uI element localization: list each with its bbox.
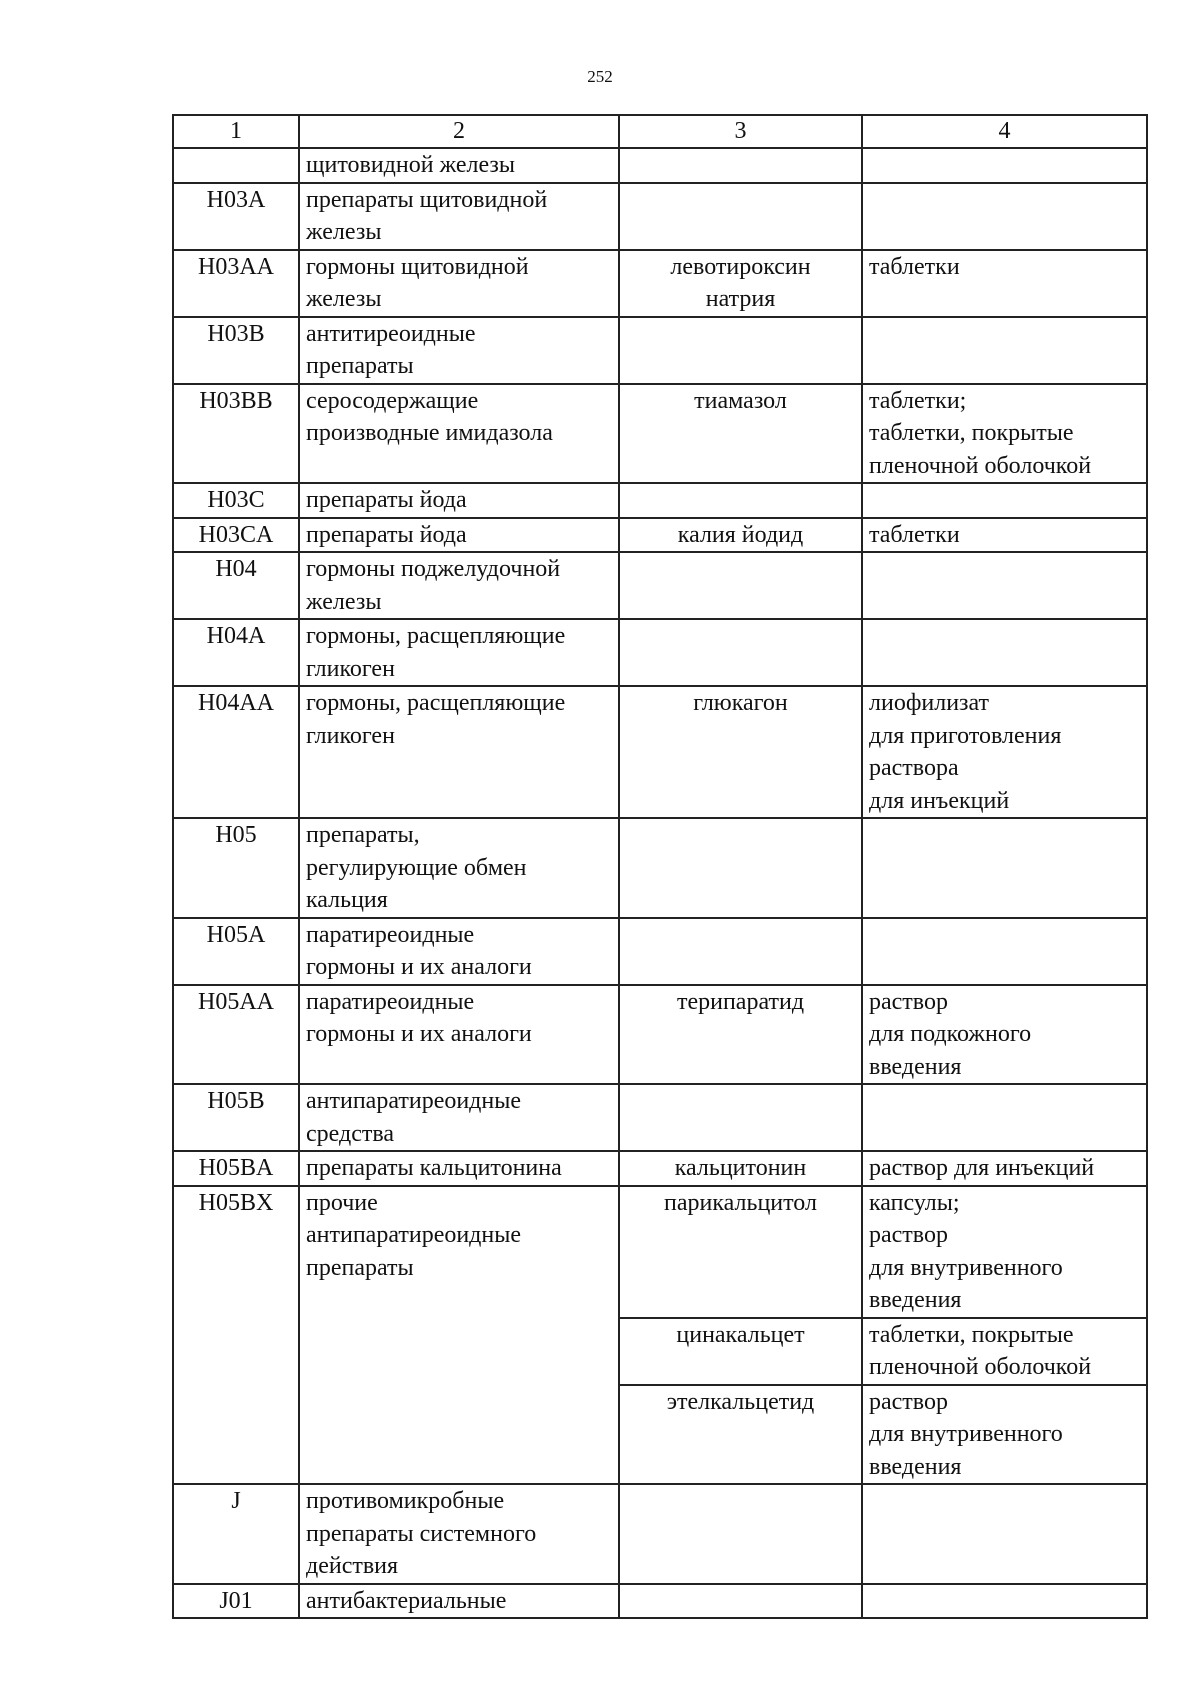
atc-code: H05AA [173,985,299,1085]
drug-table [172,114,1148,1619]
atc-code: J [173,1484,299,1584]
dosage-form: таблетки [862,250,1147,317]
table-row [173,1484,1147,1584]
dosage-form: таблетки; таблетки, покрытые пленочной оболочкой [862,384,1147,484]
group-name: антитиреоидные препараты [299,317,619,384]
drug-name [619,317,862,384]
table-row [173,818,1147,918]
group-name: антибактериальные [299,1584,619,1619]
header-row [173,115,1147,148]
header-col-2: 2 [299,115,619,148]
table-row [173,918,1147,985]
table-row [173,317,1147,384]
group-name: антипаратиреоидные средства [299,1084,619,1151]
dosage-form [862,1584,1147,1619]
atc-code: H03AA [173,250,299,317]
dosage-form [862,818,1147,918]
drug-name [619,1084,862,1151]
atc-code [173,148,299,183]
drug-name: этелкальцетид [619,1385,862,1485]
table-row [173,619,1147,686]
dosage-form [862,1484,1147,1584]
drug-name: калия йодид [619,518,862,553]
drug-name [619,1484,862,1584]
atc-code: J01 [173,1584,299,1619]
header-col-3: 3 [619,115,862,148]
header-col-4: 4 [862,115,1147,148]
drug-name [619,918,862,985]
group-name: гормоны, расщепляющие гликоген [299,686,619,818]
table-row [173,552,1147,619]
drug-name: левотироксин натрия [619,250,862,317]
dosage-form: таблетки [862,518,1147,553]
dosage-form [862,552,1147,619]
group-name: прочие антипаратиреоидные препараты [299,1186,619,1485]
table-row [173,1186,1147,1318]
table-row [173,1151,1147,1186]
atc-code: H04 [173,552,299,619]
dosage-form [862,317,1147,384]
atc-code: H05BA [173,1151,299,1186]
atc-code: H04AA [173,686,299,818]
dosage-form [862,619,1147,686]
group-name: препараты, регулирующие обмен кальция [299,818,619,918]
drug-name: цинакальцет [619,1318,862,1385]
table-row [173,148,1147,183]
drug-name: тиамазол [619,384,862,484]
drug-name: терипаратид [619,985,862,1085]
group-name: противомикробные препараты системного действия [299,1484,619,1584]
table-row [173,985,1147,1085]
group-name: гормоны щитовидной железы [299,250,619,317]
dosage-form [862,483,1147,518]
dosage-form: раствор для подкожного введения [862,985,1147,1085]
atc-code: H05 [173,818,299,918]
drug-name [619,552,862,619]
group-name: препараты йода [299,518,619,553]
drug-name: глюкагон [619,686,862,818]
drug-name [619,148,862,183]
atc-code: H03CA [173,518,299,553]
group-name: паратиреоидные гормоны и их аналоги [299,918,619,985]
group-name: препараты щитовидной железы [299,183,619,250]
dosage-form: капсулы; раствор для внутривенного введения [862,1186,1147,1318]
group-name: гормоны поджелудочной железы [299,552,619,619]
table-row [173,183,1147,250]
drug-name [619,1584,862,1619]
table-row [173,483,1147,518]
atc-code: H05BX [173,1186,299,1485]
group-name: щитовидной железы [299,148,619,183]
atc-code: H03A [173,183,299,250]
table-row [173,518,1147,553]
drug-name: парикальцитол [619,1186,862,1318]
dosage-form: лиофилизат для приготовления раствора для инъекций [862,686,1147,818]
page-number: 252 [587,67,613,86]
drug-name [619,183,862,250]
group-name: препараты йода [299,483,619,518]
atc-code: H03BB [173,384,299,484]
atc-code: H05A [173,918,299,985]
drug-name [619,483,862,518]
atc-code: H03B [173,317,299,384]
drug-name [619,619,862,686]
atc-code: H03C [173,483,299,518]
atc-code: H05B [173,1084,299,1151]
table-row [173,686,1147,818]
group-name: серосодержащие производные имидазола [299,384,619,484]
dosage-form: таблетки, покрытые пленочной оболочкой [862,1318,1147,1385]
table-row [173,1584,1147,1619]
dosage-form: раствор для внутривенного введения [862,1385,1147,1485]
dosage-form [862,148,1147,183]
drug-name [619,818,862,918]
dosage-form: раствор для инъекций [862,1151,1147,1186]
atc-code: H04A [173,619,299,686]
table-row [173,1084,1147,1151]
table-row [173,250,1147,317]
drug-name: кальцитонин [619,1151,862,1186]
dosage-form [862,1084,1147,1151]
group-name: паратиреоидные гормоны и их аналоги [299,985,619,1085]
header-col-1: 1 [173,115,299,148]
group-name: препараты кальцитонина [299,1151,619,1186]
dosage-form [862,183,1147,250]
group-name: гормоны, расщепляющие гликоген [299,619,619,686]
table-row [173,384,1147,484]
dosage-form [862,918,1147,985]
